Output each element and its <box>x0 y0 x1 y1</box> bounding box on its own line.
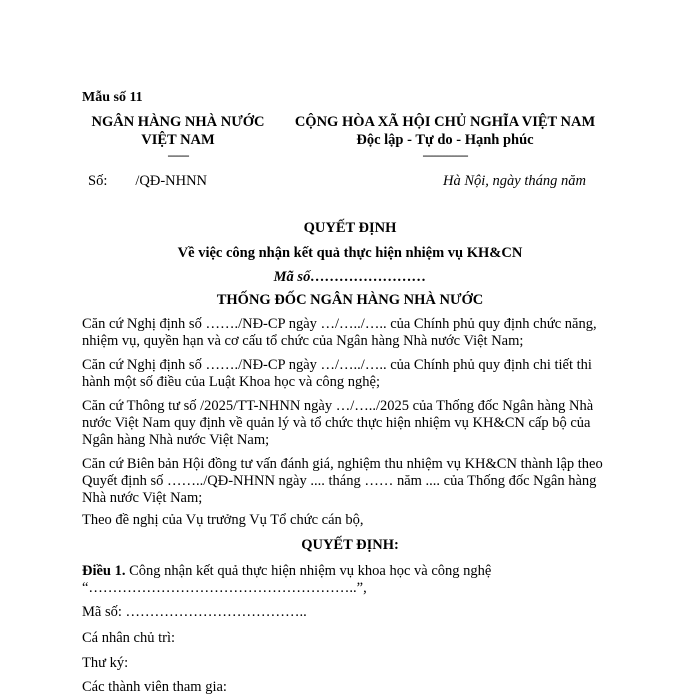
number-label: Số: <box>88 173 108 189</box>
chair-line: Cá nhân chủ trì: <box>82 630 176 646</box>
place-date: Hà Nội, ngày tháng năm <box>443 173 586 189</box>
issuing-authority: THỐNG ĐỐC NGÂN HÀNG NHÀ NƯỚC <box>216 292 484 308</box>
article-1-text: Công nhận kết quả thực hiện nhiệm vụ khoa học và công nghệ “………………………………………………..”, <box>82 563 492 596</box>
nation-motto: Độc lập - Tự do - Hạnh phúc <box>356 132 534 148</box>
preamble-paragraph: Căn cứ Nghị định số ……./NĐ-CP ngày …/…../….. của Chính phủ quy định chức năng, nhiệm vụ, quyền hạn và cơ cấu tổ chức của Ngân hàng Nhà nước Việt Nam; <box>82 316 597 349</box>
document-title: QUYẾT ĐỊNH <box>303 220 397 236</box>
preamble-paragraph: Theo đề nghị của Vụ trưởng Vụ Tổ chức cán bộ, <box>82 512 364 528</box>
org-name-line1: NGÂN HÀNG NHÀ NƯỚC <box>91 114 265 130</box>
nation-rule: --------------- <box>422 148 468 162</box>
task-code-line: Mã số: ……………………………….. <box>82 604 307 620</box>
document-subject: Về việc công nhận kết quả thực hiện nhiệm vụ KH&CN <box>177 245 523 261</box>
document-number <box>88 173 207 190</box>
article-1 <box>82 563 622 597</box>
org-name-line2: VIỆT NAM <box>141 132 215 148</box>
issuing-organization <box>78 113 278 161</box>
preamble-paragraph: Căn cứ Nghị định số ……./NĐ-CP ngày …/…../….. của Chính phủ quy định chi tiết thi hành một số điều của Luật Khoa học và công nghệ; <box>82 357 592 390</box>
decision-heading: QUYẾT ĐỊNH: <box>301 537 399 553</box>
article-1-label: Điều 1. <box>82 563 126 579</box>
number-value: /QĐ-NHNN <box>135 173 208 189</box>
secretary-line: Thư ký: <box>82 655 129 671</box>
nation-name: CỘNG HÒA XÃ HỘI CHỦ NGHĨA VIỆT NAM <box>294 114 596 130</box>
document-code: Mã số…………………… <box>273 269 427 285</box>
org-rule: ------- <box>167 148 189 162</box>
form-number: Mẫu số 11 <box>82 90 143 105</box>
preamble-paragraph: Căn cứ Biên bản Hội đồng tư vấn đánh giá, nghiệm thu nhiệm vụ KH&CN thành lập theo Quyết định số ……../QĐ-NHNN ngày .... tháng …… năm .... của Thống đốc Ngân hàng Nhà nước Việt Nam; <box>82 456 603 506</box>
preamble-paragraph: Căn cứ Thông tư số /2025/TT-NHNN ngày …/…../2025 của Thống đốc Ngân hàng Nhà nước Việt Nam quy định về quản lý và tổ chức thực hiện nhiệm vụ KH&CN cấp bộ của Ngân hàng Nhà nước Việt Nam; <box>82 398 594 448</box>
national-header <box>285 113 605 161</box>
members-line: Các thành viên tham gia: <box>82 679 227 695</box>
